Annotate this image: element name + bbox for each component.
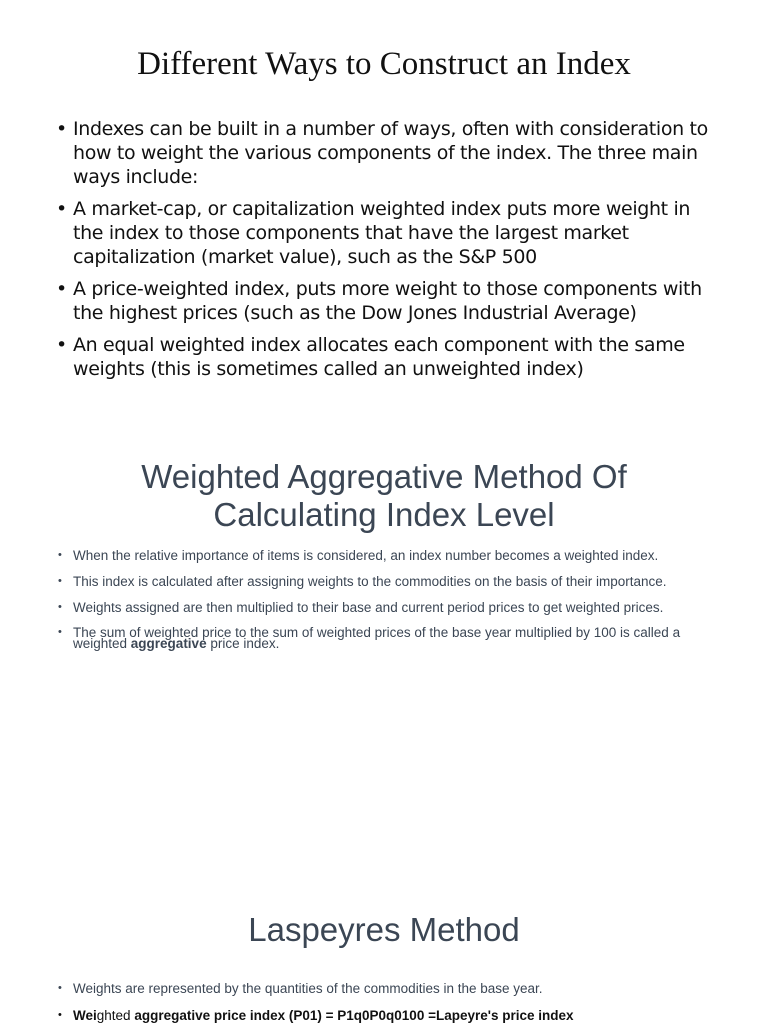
list-item: • When the relative importance of items is considered, an index number becomes a weighted index. xyxy=(58,549,728,562)
formula-part1: Wei xyxy=(73,1008,97,1023)
list-item: • Weights assigned are then multiplied to their base and current period prices to get weighted prices. xyxy=(58,601,728,614)
list-item: • Indexes can be built in a number of ways, often with consideration to how to weight the various components of the index. The three main ways include: xyxy=(56,117,720,189)
slide2-title-line1: Weighted Aggregative Method Of xyxy=(141,458,627,495)
list-item: • Weights are represented by the quantities of the commodities in the base year. xyxy=(58,982,728,995)
slide3-title: Laspeyres Method xyxy=(248,911,520,948)
slide2-bullet-list xyxy=(58,549,728,662)
formula-part3: aggregative price index (P01) = P1q0P0q0100 =Lapeyre's price index xyxy=(134,1008,574,1023)
list-item: • An equal weighted index allocates each component with the same weights (this is sometimes called an unweighted index) xyxy=(56,333,720,381)
formula-part2: ghted xyxy=(96,1008,135,1023)
last-bullet-bold: aggregative xyxy=(130,636,207,651)
list-item: • This index is calculated after assigning weights to the commodities on the basis of their importance. xyxy=(58,575,728,588)
last-bullet-text: The sum of weighted price to the sum of weighted prices of the base year multiplied by 100 is called a weighted xyxy=(73,625,681,651)
list-item xyxy=(58,627,728,649)
list-item: • A market-cap, or capitalization weighted index puts more weight in the index to those components that have the largest market capitalization (market value), such as the S&P 500 xyxy=(56,197,720,269)
list-item: • A price-weighted index, puts more weight to those components with the highest prices (such as the Dow Jones Industrial Average) xyxy=(56,277,720,325)
slide1-bullet-list xyxy=(56,117,720,389)
slide3-bullet-list xyxy=(58,982,728,1036)
slide2-title-line2: Calculating Index Level xyxy=(213,496,555,533)
formula-item xyxy=(58,1009,728,1022)
last-bullet-tail: price index. xyxy=(206,636,280,651)
slide2-title xyxy=(0,458,768,534)
slide1-title: Different Ways to Construct an Index xyxy=(137,46,631,82)
